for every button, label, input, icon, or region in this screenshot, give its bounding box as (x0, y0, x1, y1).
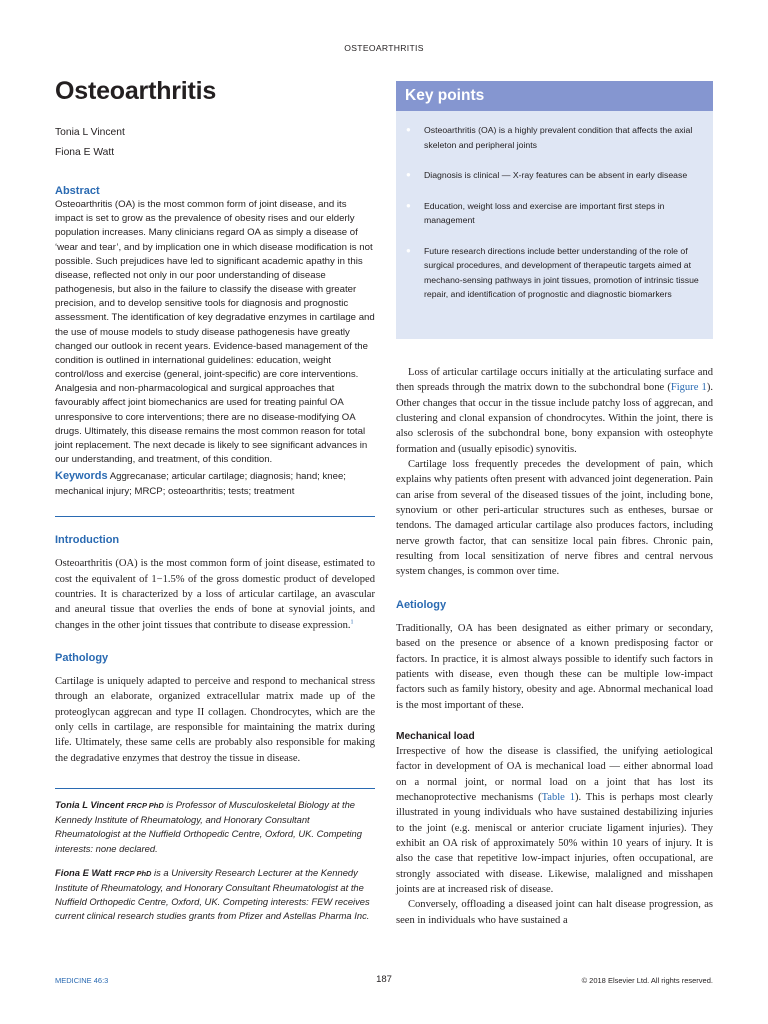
left-column (55, 76, 375, 924)
bio-divider (55, 788, 375, 789)
body-paragraph: Irrespective of how the disease is classified, the unifying aetiological factor in development of OA is mechanical load — either abnormal load on a normal joint, or normal load on a joint that has lost its mechanoprotective mechanisms (Table 1). This is perhaps most clearly illustrated in young individuals who have sustained destabilizing injuries to the joint (e.g. meniscal or anterior cruciate ligament injuries). They exhibit an OA risk of approximately 50% within 10 years of injury. It is also the case that repetitive low-impact injuries, often occupational, are strongly associated with disease. Likewise, malaligned and misshapen joints are at increased risk of disease. (396, 745, 713, 895)
abstract-heading: Abstract (55, 185, 100, 197)
right-column (396, 81, 713, 928)
keywords (55, 469, 375, 499)
abstract-text: Osteoarthritis (OA) is the most common form of joint disease, and its impact is set to grow as the prevalence of obesity rises and our elderly population increases. Many clinicians regard OA as simply a disease of ‘wear and tear’, and by implication one in which disease modification is not possible. Such prejudices have led to significant academic apathy in this disease, reflected not only in our poor understanding of disease pathogenesis, but also in the failure to classify the disease with greater precision, and to develop sensitive tools for diagnosis and prognostic assessment. The identification of key degradative enzymes in cartilage and the use of mouse models to study disease pathogenesis have greatly changed our outlook in recent years. Evidence-based management of the condition is outlined in international guidelines: education, weight control/loss and exercise (general, joint-specific) are core interventions. Analgesia and non-pharmacological and surgical approaches that favourably affect joint biomechanics are used for treating painful OA unresponsive to core interventions; there are no disease-modifying OA drugs. Ultimately, this disease remains the most common reason for total joint replacement. The next decade is likely to see significant advances in our understanding, and treatment, of this condition. (55, 199, 375, 466)
bullet-icon: ● (406, 200, 411, 210)
journal-citation: MEDICINE 46:3 (55, 976, 109, 985)
introduction-heading: Introduction (55, 534, 120, 547)
bio-name: Fiona E Watt (55, 866, 112, 878)
key-point-item: ● Education, weight loss and exercise are important first steps in management (406, 200, 665, 225)
key-point-item: ● Future research directions include better understanding of the role of surgical procedures, and development of therapeutic targets aimed at mechano-sensing pathways in joint tissues, promotion of intrinsic tissue repair, and identification of prognostic and diagnostic biomarkers (406, 245, 699, 299)
page-number: 187 (376, 974, 392, 985)
copyright-notice: © 2018 Elsevier Ltd. All rights reserved. (581, 976, 713, 985)
bio-name: Tonia L Vincent (55, 799, 124, 811)
article-title: Osteoarthritis (55, 77, 217, 105)
key-points-list (396, 111, 713, 302)
pathology-heading: Pathology (55, 651, 109, 664)
keywords-label: Keywords (55, 470, 108, 483)
bullet-icon: ● (406, 245, 411, 255)
author-name: Fiona E Watt (55, 147, 115, 158)
key-point-item: ● Diagnosis is clinical — X-ray features can be absent in early disease (424, 168, 703, 183)
author-name: Tonia L Vincent (55, 127, 125, 138)
section-divider (55, 516, 375, 517)
author-bio: Fiona E Watt FRCP PhD is a University Research Lecturer at the Kennedy Institute of Rheumatology, and Honorary Consultant Rheumatologist at the Nuffield Orthopedic Centre, Oxford, UK. Competing interests: FEW receives current clinical research studies grants from Pfizer and Astellas Pharma Inc. (55, 866, 370, 922)
aetiology-heading: Aetiology (396, 598, 447, 611)
introduction-text: Osteoarthritis (OA) is the most common form of joint disease, estimated to cost the equivalent of 1−1.5% of the gross domestic product of developed countries. It is characterized by a loss of articular cartilage, an avascular and aneural tissue that overlies the ends of bone at synovial joints, and changes in the other joint tissues that contribute to disease expression.$^1$ (55, 558, 375, 631)
mechanical-load-heading: Mechanical load (396, 730, 475, 742)
reference-link[interactable]: 1 (350, 619, 354, 626)
aetiology-text: Traditionally, OA has been designated as either primary or secondary, based on the presence or absence of a known predisposing factor or factors. In practice, it is almost always possible to identify such factors in patients with disease, even though these can be multiple low-impact factors such as family history, obesity and age. Abnormal mechanical load is the most important of these. (396, 622, 713, 711)
bullet-icon: ● (406, 125, 411, 134)
author-list (55, 123, 375, 163)
body-paragraph: Cartilage loss frequently precedes the development of pain, which explains why patients often present with advanced joint degeneration. Pain can arise from several of the diseased tissues of the joint, including bone, synovium or other peri-articular structures such as entheses, bursae or tendons. The damaged articular cartilage also produces factors, including nerve growth factor, that can sensitize local pain fibres. Chronic pain, resulting from local sensitization of nerve fibres and central nervous system changes, is common over time. (396, 459, 713, 578)
key-points-heading: Key points (396, 81, 713, 111)
body-paragraph: Conversely, offloading a diseased joint can halt disease progression, as seen in individuals who have sustained a (396, 899, 713, 926)
body-paragraph: Loss of articular cartilage occurs initially at the articulating surface and then spreads through the matrix down to the subchondral bone (Figure 1). Other changes that occur in the tissue include patchy loss of aggrecan, and clustering and clonal expansion of chondrocytes. Within the joint, there is also sclerosis of the subchondral bone, bony expansion with osteophyte formation and (usually episodic) synovitis. (396, 367, 713, 455)
pathology-text: Cartilage is uniquely adapted to perceive and respond to mechanical stress through an elaborate, organized extracellular matrix made up of the proteoglycan aggrecan and type II collagen. Chondrocytes, which are the only cells in cartilage, are responsible for maintaining the matrix during life. Ultimately, these same cells are probably also responsible for making the degradative enzymes that destroy the tissue in disease. (55, 675, 375, 764)
key-point-item: ● Osteoarthritis (OA) is a highly prevalent condition that affects the axial skeleton and peripheral joints (406, 125, 693, 150)
bio-credentials: FRCP PhD (114, 868, 152, 878)
table-link[interactable]: Table 1 (541, 791, 575, 803)
author-bio: Tonia L Vincent FRCP PhD is Professor of Musculoskeletal Biology at the Kennedy Institute of Rheumatology, and Honorary Consultant Rheumatologist at the Nuffield Orthopedic Centre, Oxford, UK. Competing interests: none declared. (55, 799, 362, 854)
running-head: OSTEOARTHRITIS (344, 43, 424, 53)
bullet-icon: ● (406, 170, 411, 179)
keywords-text: Aggrecanase; articular cartilage; diagnosis; hand; knee; mechanical injury; MRCP; osteoarthritis; tests; treatment (55, 471, 346, 497)
bio-credentials: FRCP PhD (126, 801, 164, 811)
key-points-box (396, 81, 713, 339)
figure-link[interactable]: Figure 1 (670, 382, 707, 394)
